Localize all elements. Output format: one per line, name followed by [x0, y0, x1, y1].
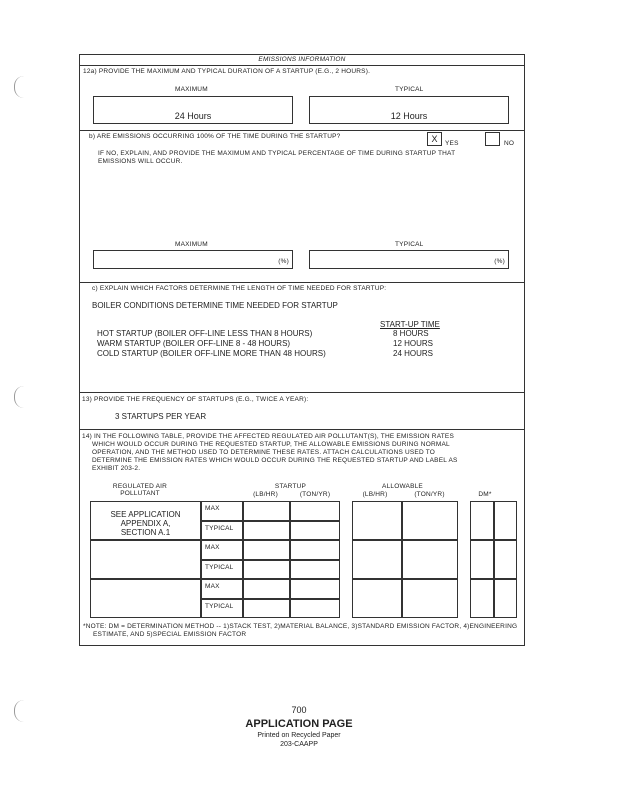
- q12b-no-checkbox[interactable]: [485, 132, 500, 146]
- startup-lbhr-cell[interactable]: [243, 560, 290, 579]
- q12b-instruction: IF NO, EXPLAIN, AND PROVIDE THE MAXIMUM AND TYPICAL PERCENTAGE OF TIME DURING STARTUP THAT: [98, 150, 456, 157]
- dm-header: DM*: [478, 491, 492, 498]
- allowable-tonyr-header: (TON/YR): [414, 491, 445, 498]
- warm-startup-condition: WARM STARTUP (BOILER OFF-LINE 8 - 48 HOURS): [97, 339, 291, 348]
- punch-hole: [14, 76, 25, 98]
- punch-hole: [14, 386, 25, 408]
- max-label-cell: MAX: [201, 579, 243, 599]
- typical-label-cell: TYPICAL: [201, 521, 243, 540]
- pollutant-header-2: POLLUTANT: [120, 490, 160, 497]
- startup-lbhr-cell[interactable]: [243, 540, 290, 560]
- pct-unit: (%): [278, 258, 289, 265]
- pollutant-cell[interactable]: [90, 540, 201, 579]
- q13-question: 13) PROVIDE THE FREQUENCY OF STARTUPS (E.G., TWICE A YEAR):: [82, 396, 309, 403]
- dm-cell[interactable]: [494, 540, 517, 579]
- q12b-instruction-2: EMISSIONS WILL OCCUR.: [98, 158, 183, 165]
- emissions-form: [79, 54, 525, 646]
- startup-time-header: START-UP TIME: [380, 320, 440, 329]
- startup-tonyr-cell[interactable]: [290, 501, 340, 521]
- cold-startup-condition: COLD STARTUP (BOILER OFF-LINE MORE THAN 48 HOURS): [97, 349, 326, 358]
- page-title: APPLICATION PAGE: [245, 718, 353, 730]
- dm-footnote-2: ESTIMATE, AND 5)SPECIAL EMISSION FACTOR: [93, 631, 247, 638]
- hot-startup-time: 8 HOURS: [393, 329, 429, 338]
- startup-tonyr-cell[interactable]: [290, 560, 340, 579]
- dm-cell[interactable]: [470, 540, 494, 579]
- max-label-cell: MAX: [201, 501, 243, 521]
- q12c-answer: BOILER CONDITIONS DETERMINE TIME NEEDED FOR STARTUP: [92, 301, 338, 310]
- q12b-question: b) ARE EMISSIONS OCCURRING 100% OF THE TIME DURING THE STARTUP?: [89, 133, 341, 140]
- startup-lbhr-cell[interactable]: [243, 579, 290, 599]
- allowable-tonyr-cell[interactable]: [402, 540, 458, 579]
- q14-instructions: 14) IN THE FOLLOWING TABLE, PROVIDE THE AFFECTED REGULATED AIR POLLUTANT(S), THE EMISSION RATES: [82, 433, 454, 440]
- section-title: EMISSIONS INFORMATION: [258, 56, 346, 63]
- dm-footnote: *NOTE: DM = DETERMINATION METHOD -- 1)STACK TEST, 2)MATERIAL BALANCE, 3)STANDARD EMISSION FACTOR, 4)ENGINEERING: [83, 623, 518, 630]
- q12b-max-pct-field[interactable]: [93, 250, 293, 269]
- page-number: 700: [291, 705, 307, 715]
- pollutant-line: APPENDIX A,: [120, 519, 171, 528]
- max-label-cell: MAX: [201, 540, 243, 560]
- allowable-lbhr-cell[interactable]: [352, 540, 402, 579]
- dm-cell[interactable]: [470, 579, 494, 618]
- dm-cell[interactable]: [494, 579, 517, 618]
- typical-label-cell: TYPICAL: [201, 599, 243, 618]
- allowable-tonyr-cell[interactable]: [402, 579, 458, 618]
- startup-tonyr-cell[interactable]: [290, 599, 340, 618]
- cold-startup-time: 24 HOURS: [393, 349, 434, 358]
- form-id: 203-CAAPP: [280, 741, 318, 748]
- startup-lbhr-header: (LB/HR): [253, 491, 278, 498]
- q12a-typical-field[interactable]: [309, 96, 509, 124]
- pollutant-header: REGULATED AIR: [112, 483, 168, 490]
- startup-lbhr-cell[interactable]: [243, 521, 290, 540]
- startup-tonyr-cell[interactable]: [290, 540, 340, 560]
- pollutant-cell[interactable]: [90, 501, 201, 540]
- recycled-note: Printed on Recycled Paper: [257, 732, 341, 739]
- startup-tonyr-cell[interactable]: [290, 521, 340, 540]
- dm-cell[interactable]: [494, 501, 517, 540]
- startup-tonyr-cell[interactable]: [290, 579, 340, 599]
- allowable-lbhr-cell[interactable]: [352, 579, 402, 618]
- q12a-max-value: 24 Hours: [174, 111, 212, 121]
- allowable-tonyr-cell[interactable]: [402, 501, 458, 540]
- q12b-typical-pct-field[interactable]: [309, 250, 509, 269]
- typical-label-cell: TYPICAL: [201, 560, 243, 579]
- q12a-typical-label: TYPICAL: [395, 86, 424, 93]
- q12a-max-label: MAXIMUM: [175, 86, 208, 93]
- q14-instructions-4: DETERMINE THE EMISSION RATES WHICH WOULD OCCUR DURING THE REQUESTED STARTUP AND LABEL AS: [92, 457, 458, 464]
- startup-header: STARTUP: [274, 483, 307, 490]
- q14-instructions-3: OPERATION, AND THE METHOD USED TO DETERMINE THESE RATES. ATTACH CALCULATIONS USED TO: [92, 449, 436, 456]
- pct-unit: (%): [494, 258, 505, 265]
- allowable-header: ALLOWABLE: [382, 483, 423, 490]
- startup-lbhr-cell[interactable]: [243, 501, 290, 521]
- pollutant-cell[interactable]: [90, 579, 201, 618]
- q12a-question: 12a) PROVIDE THE MAXIMUM AND TYPICAL DURATION OF A STARTUP (E.G., 2 HOURS).: [83, 68, 371, 75]
- q12c-question: c) EXPLAIN WHICH FACTORS DETERMINE THE LENGTH OF TIME NEEDED FOR STARTUP:: [92, 285, 387, 292]
- q12a-max-field[interactable]: [93, 96, 293, 124]
- pollutant-line: SECTION A.1: [120, 528, 171, 537]
- allowable-lbhr-header: (LB/HR): [362, 491, 388, 498]
- q14-instructions-2: WHICH WOULD OCCUR DURING THE REQUESTED STARTUP, THE ALLOWABLE EMISSIONS DURING NORMAL: [92, 441, 450, 448]
- pollutant-line: SEE APPLICATION: [110, 510, 181, 519]
- q12b-no-label: NO: [504, 140, 515, 147]
- hot-startup-condition: HOT STARTUP (BOILER OFF-LINE LESS THAN 8 HOURS): [97, 329, 313, 338]
- q12b-yes-checkbox[interactable]: [427, 132, 442, 146]
- startup-lbhr-cell[interactable]: [243, 599, 290, 618]
- allowable-lbhr-cell[interactable]: [352, 501, 402, 540]
- dm-cell[interactable]: [470, 501, 494, 540]
- q12b-yes-mark: X: [431, 134, 438, 144]
- q13-answer: 3 STARTUPS PER YEAR: [115, 412, 207, 421]
- q12b-typical-label: TYPICAL: [395, 241, 424, 248]
- q12b-yes-label: YES: [445, 140, 459, 147]
- q12b-max-label: MAXIMUM: [175, 241, 208, 248]
- startup-tonyr-header: (TON/YR): [299, 491, 331, 498]
- q12a-typical-value: 12 Hours: [390, 111, 428, 121]
- q14-instructions-5: EXHIBIT 203-2.: [92, 465, 141, 472]
- warm-startup-time: 12 HOURS: [393, 339, 434, 348]
